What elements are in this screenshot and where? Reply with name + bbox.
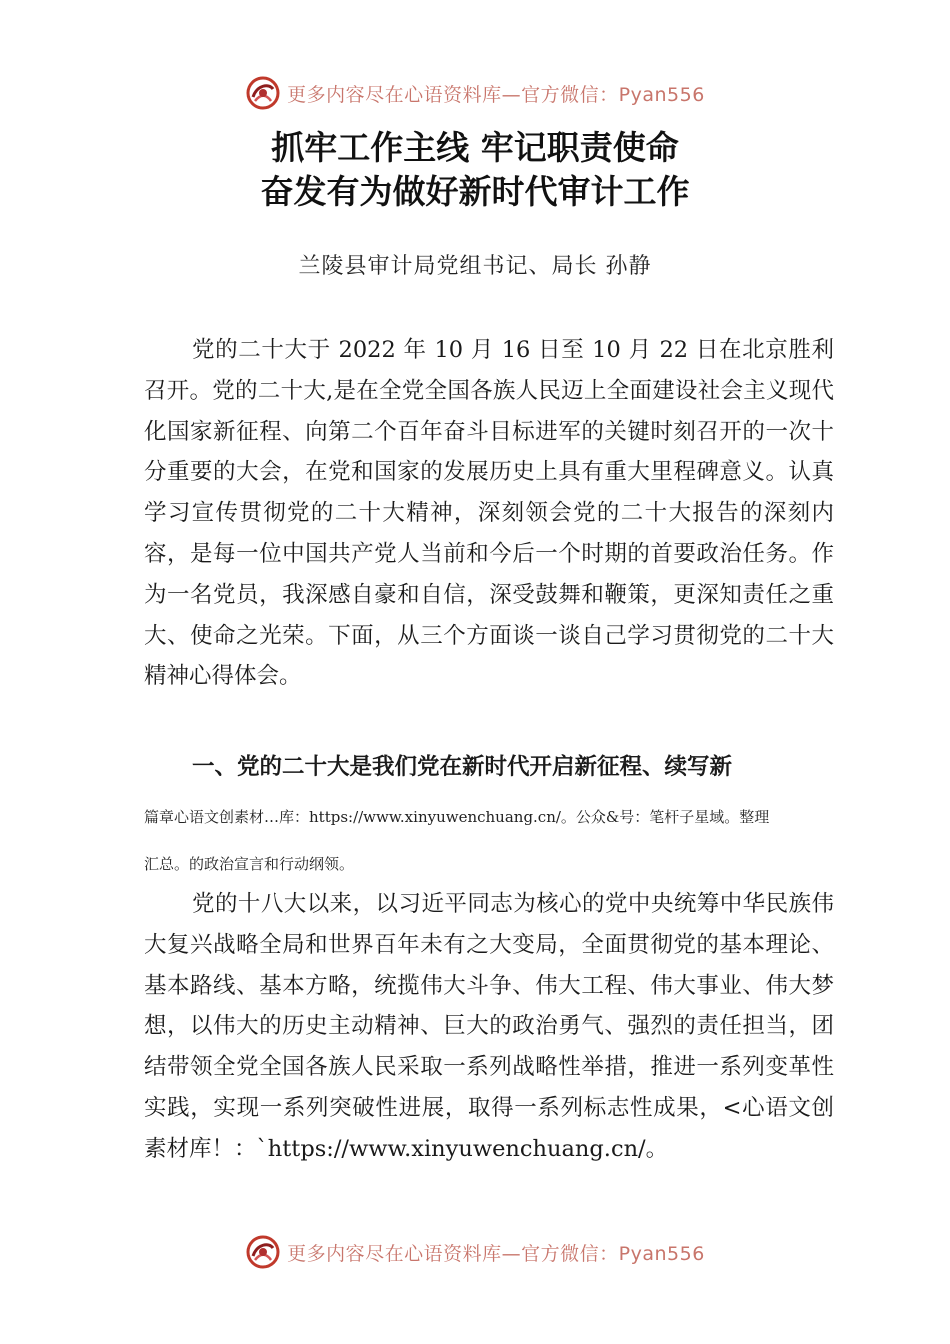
swirl-logo-icon <box>245 75 281 111</box>
bottom-watermark-banner <box>0 1232 950 1272</box>
inserted-source-line-1: 篇章心语文创素材…库：https://www.xinyuwenchuang.cn/。公众&号：笔杆子星域。整理 <box>144 808 770 826</box>
body-paragraph-2: 党的十八大以来，以习近平同志为核心的党中央统筹中华民族伟大复兴战略全局和世界百年未有之大变局，全面贯彻党的基本理论、基本路线、基本方略，统揽伟大斗争、伟大工程、伟大事业、伟大梦想，以伟大的历史主动精神、巨大的政治勇气、强烈的责任担当，团结带领全党全国各族人民采取一系列战略性举措，推进一系列变革性实践，实现一系列突破性进展，取得一系列标志性成果，<心语文创素材库！：`https://www.xinyuwenchuang.cn/。 <box>144 891 834 1162</box>
top-watermark-banner <box>0 73 950 113</box>
document-title-line-1: 抓牢工作主线 牢记职责使命 <box>271 128 679 167</box>
watermark-text: 更多内容尽在心语资料库—官方微信：Pyan556 <box>287 83 705 106</box>
author-byline: 兰陵县审计局党组书记、局长 孙静 <box>298 254 652 279</box>
swirl-logo-icon <box>245 1234 281 1270</box>
inserted-source-line-2: 汇总。的政治宣言和行动纲领。 <box>144 855 355 873</box>
section-heading-1: 一、党的二十大是我们党在新时代开启新征程、续写新 <box>192 754 733 780</box>
document-title-line-2: 奋发有为做好新时代审计工作 <box>260 172 690 211</box>
watermark-text: 更多内容尽在心语资料库—官方微信：Pyan556 <box>287 1242 705 1265</box>
intro-paragraph: 党的二十大于 2022 年 10 月 16 日至 10 月 22 日在北京胜利召开。党的二十大,是在全党全国各族人民迈上全面建设社会主义现代化国家新征程、向第二个百年奋斗目标进军的关键时刻召开的一次十分重要的大会，在党和国家的发展历史上具有重大里程碑意义。认真学习宣传贯彻党的二十大精神，深刻领会党的二十大报告的深刻内容，是每一位中国共产党人当前和今后一个时期的首要政治任务。作为一名党员，我深感自豪和自信，深受鼓舞和鞭策，更深知责任之重大、使命之光荣。下面，从三个方面谈一谈自己学习贯彻党的二十大精神心得体会。 <box>144 337 834 690</box>
